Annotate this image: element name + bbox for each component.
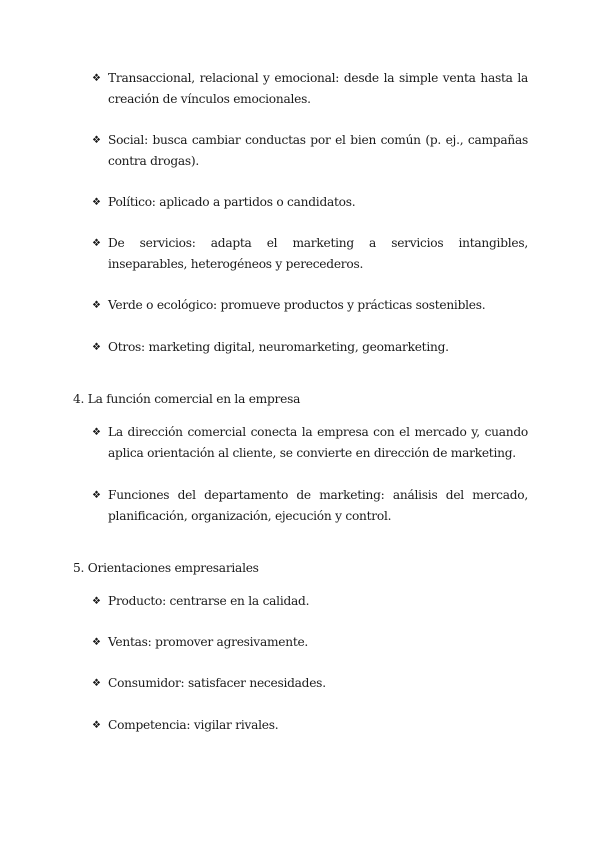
list-item-text: Consumidor: satisfacer necesidades. — [108, 676, 326, 690]
diamond-bullet-icon: ❖ — [92, 720, 101, 731]
list-item — [92, 130, 528, 172]
diamond-bullet-icon: ❖ — [92, 197, 101, 208]
diamond-bullet-icon: ❖ — [92, 596, 101, 607]
list-item — [92, 591, 528, 612]
list-item-text: De servicios: adapta el marketing a servicios intangibles, inseparables, heterogéneos y perecederos. — [108, 236, 528, 271]
diamond-bullet-icon: ❖ — [92, 490, 101, 501]
list-item-text: Transaccional, relacional y emocional: desde la simple venta hasta la creación de vínculos emocionales. — [108, 71, 528, 106]
diamond-bullet-icon: ❖ — [92, 300, 101, 311]
diamond-bullet-icon: ❖ — [92, 427, 101, 438]
diamond-bullet-icon: ❖ — [92, 342, 101, 353]
list-item — [92, 422, 528, 464]
diamond-bullet-icon: ❖ — [92, 678, 101, 689]
list-item-text: Verde o ecológico: promueve productos y prácticas sostenibles. — [108, 298, 486, 312]
list-item-text: Producto: centrarse en la calidad. — [108, 594, 310, 608]
diamond-bullet-icon: ❖ — [92, 73, 101, 84]
diamond-bullet-icon: ❖ — [92, 637, 101, 648]
list-item — [92, 233, 528, 275]
section-heading: 5. Orientaciones empresariales — [73, 561, 259, 575]
diamond-bullet-icon: ❖ — [92, 238, 101, 249]
list-item-text: Ventas: promover agresivamente. — [108, 635, 309, 649]
list-item-text: La dirección comercial conecta la empresa con el mercado y, cuando aplica orientación al cliente, se convierte en dirección de marketing. — [108, 425, 528, 460]
list-item-text: Competencia: vigilar rivales. — [108, 718, 279, 732]
list-item-text: Funciones del departamento de marketing: análisis del mercado, planificación, organización, ejecución y control. — [108, 488, 528, 523]
list-item-text: Otros: marketing digital, neuromarketing, geomarketing. — [108, 340, 449, 354]
list-item — [92, 337, 528, 358]
list-item-text: Político: aplicado a partidos o candidatos. — [108, 195, 356, 209]
section-heading: 4. La función comercial en la empresa — [73, 392, 301, 406]
list-item — [92, 715, 528, 736]
diamond-bullet-icon: ❖ — [92, 135, 101, 146]
list-item — [92, 485, 528, 527]
list-item — [92, 673, 528, 694]
list-item — [92, 192, 528, 213]
list-item — [92, 295, 528, 316]
list-item — [92, 68, 528, 110]
list-item-text: Social: busca cambiar conductas por el bien común (p. ej., campañas contra drogas). — [108, 133, 528, 168]
list-item — [92, 632, 528, 653]
